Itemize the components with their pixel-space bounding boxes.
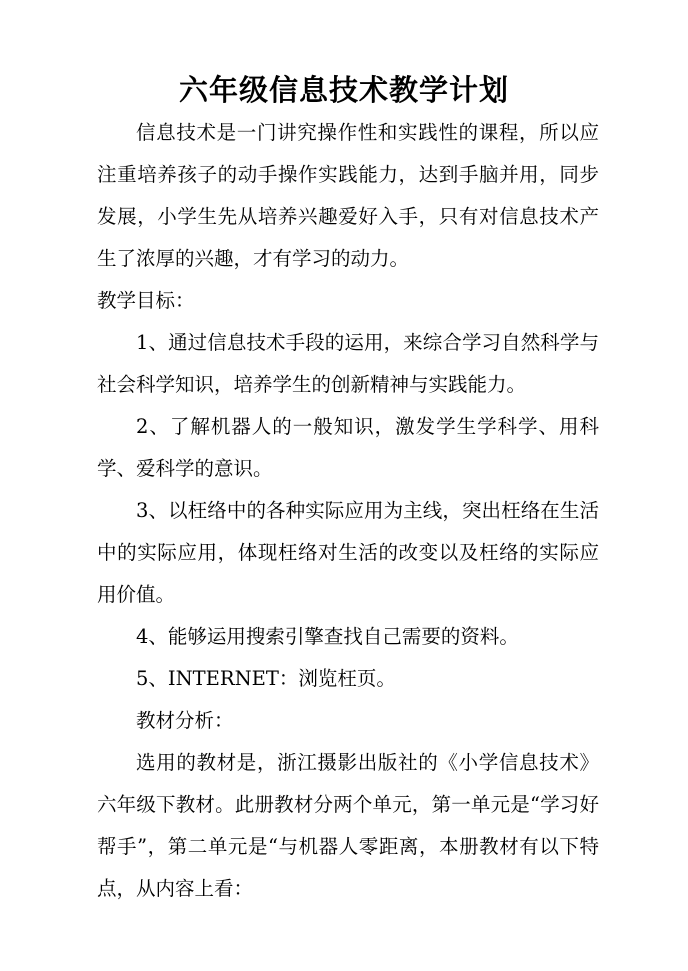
document-body bbox=[97, 112, 599, 910]
goal-item-3: 3、以枉络中的各种实际应用为主线，突出枉络在生活中的实际应用，体现枉络对生活的改变以及枉络的实际应用价值。 bbox=[97, 499, 599, 606]
goal-item-4: 4、能够运用搜索引擎查找自己需要的资料。 bbox=[136, 625, 519, 648]
analysis-heading: 教材分析： bbox=[136, 709, 234, 732]
goal-item-2: 2、了解机器人的一般知识，激发学生学科学、用科学、爱科学的意识。 bbox=[97, 415, 599, 480]
analysis-paragraph: 选用的教材是，浙江摄影出版社的《小学信息技术》六年级下教材。此册教材分两个单元，第一单元是“学习好帮手”，第二单元是“与机器人零距离，本册教材有以下特点，从内容上看： bbox=[97, 751, 599, 900]
intro-paragraph: 信息技术是一门讲究操作性和实践性的课程，所以应注重培养孩子的动手操作实践能力，达到手脑并用，同步发展，小学生先从培养兴趣爱好入手，只有对信息技术产生了浓厚的兴趣，才有学习的动力。 bbox=[97, 121, 599, 270]
goal-item-1: 1、通过信息技术手段的运用，来综合学习自然科学与社会科学知识，培养学生的创新精神与实践能力。 bbox=[97, 331, 599, 396]
goal-item-5: 5、INTERNET：浏览枉页。 bbox=[136, 667, 396, 690]
goals-heading: 教学目标： bbox=[97, 289, 195, 312]
document-title: 六年级信息技术教学计划 bbox=[178, 73, 509, 107]
